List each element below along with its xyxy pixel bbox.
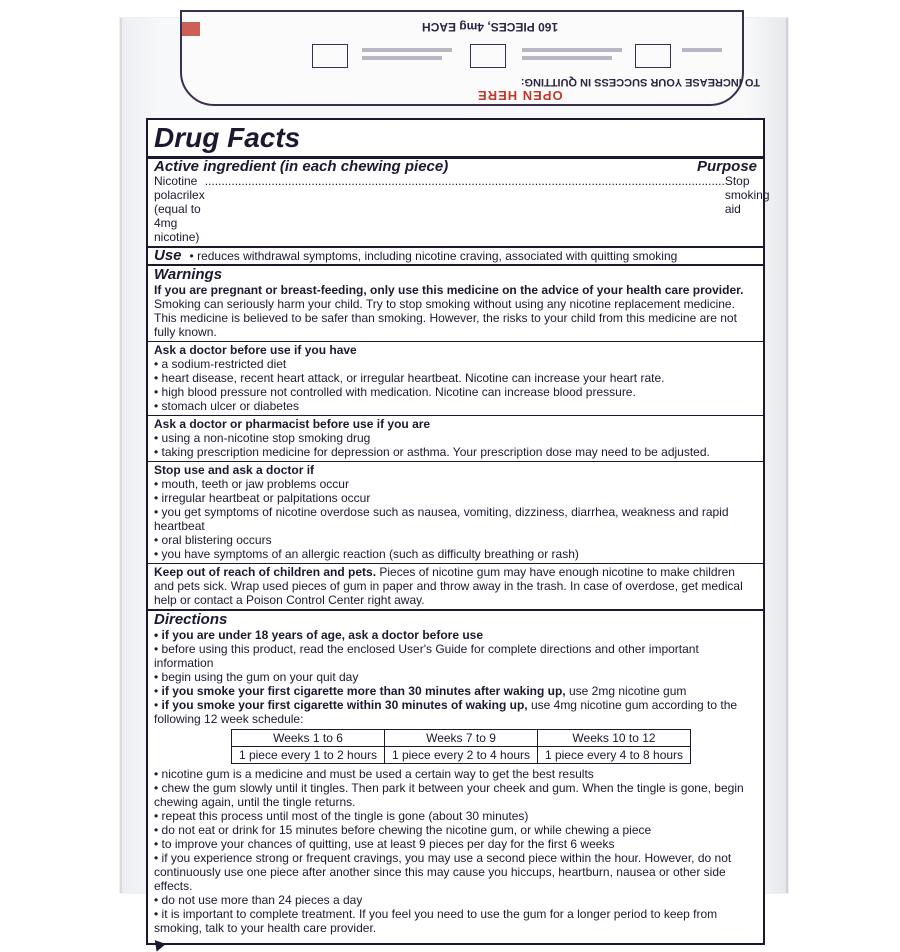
upside-text-line [362,56,442,60]
dir-text: use 2mg nicotine gum [565,684,687,698]
drug-facts-title: Drug Facts [148,120,763,159]
list-item: • stomach ulcer or diabetes [154,399,757,413]
list-item: • before using this product, read the enclosed User's Guide for complete directions and other important information [154,642,757,670]
list-item: • using a non-nicotine stop smoking drug [154,431,757,445]
list-item: • irregular heartbeat or palpitations occur [154,491,757,505]
ask-doctor-title: Ask a doctor before use if you have [154,343,357,357]
list-item: • taking prescription medicine for depression or asthma. Your prescription dose may need to be adjusted. [154,445,757,459]
barcode-graphic [470,44,506,68]
dir-bold: if you smoke your first cigarette more than 30 minutes after waking up, [161,684,566,698]
keep-out-bold: Keep out of reach of children and pets. [154,565,377,579]
table-row [232,730,691,747]
upside-text-line [362,48,452,52]
list-item: • repeat this process until most of the tingle is gone (about 30 minutes) [154,809,757,823]
ingredient-row [148,174,770,248]
table-cell: 1 piece every 4 to 8 hours [538,747,691,764]
use-section [148,248,763,266]
use-title: Use [154,247,182,264]
use-text: • reduces withdrawal symptoms, including nicotine craving, associated with quitting smoking [189,249,678,263]
barcode-graphic [635,44,671,68]
keep-out-text: Pieces of nicotine gum may have enough nicotine to make children and pets sick. Wrap used pieces of gum in paper and throw away in the trash. In case of overdose, get medical help or contact a Poison Control Center right away. [154,565,743,607]
table-cell: 1 piece every 2 to 4 hours [385,747,538,764]
ask-pharmacist-section [148,416,763,462]
table-cell: 1 piece every 1 to 2 hours [232,747,385,764]
upside-text-line [682,48,722,52]
keep-out-section [148,564,763,611]
list-item: • do not use more than 24 pieces a day [154,893,757,907]
box-top-flap [122,18,786,108]
ingredient-name: Nicotine polacrilex (equal to 4mg nicotine) [154,174,205,244]
active-ingredient-header [148,159,763,174]
directions-section [148,611,763,943]
ingredient-purpose: Stop smoking aid [724,174,770,216]
list-item: • mouth, teeth or jaw problems occur [154,477,757,491]
active-ingredient-heading: Active ingredient (in each chewing piece) [154,158,449,175]
stop-use-section [148,462,763,564]
list-item: • a sodium-restricted diet [154,357,757,371]
list-item: • if you are under 18 years of age, ask a doctor before use [154,628,757,642]
list-item: • begin using the gum on your quit day [154,670,757,684]
drug-facts-panel [146,118,770,945]
warnings-title: Warnings [154,266,223,283]
red-mark [182,22,200,36]
dir-text: use 4mg nicotine gum according to the following 12 week schedule: [154,698,738,726]
ask-pharmacist-title: Ask a doctor or pharmacist before use if you are [154,417,431,431]
pregnant-warning-text: Smoking can seriously harm your child. Try to stop smoking without using any nicotine replacement medicine. This medicine is believed to be safer than smoking. However, the risks to your child from this medicine are not fully known. [154,297,737,339]
upside-text-line [522,56,612,60]
pregnant-warning-bold: If you are pregnant or breast-feeding, only use this medicine on the advice of your health care provider. [154,283,744,297]
leader-dots: ............................................................................................................................................................ [204,174,725,188]
stop-use-title: Stop use and ask a doctor if [154,463,315,477]
dosing-schedule-table [231,729,691,764]
product-box [120,18,788,935]
list-item: • heart disease, recent heart attack, or irregular heartbeat. Nicotine can increase your heart rate. [154,371,757,385]
list-item: • it is important to complete treatment. If you feel you need to use the gum for a longer period to keep from smoking, talk to your health care provider. [154,907,757,935]
table-row [232,747,691,764]
list-item: • chew the gum slowly until it tingles. Then park it between your cheek and gum. When the tingle is gone, begin chewing again, until the tingle returns. [154,781,757,809]
dir-bold: if you smoke your first cigarette within 30 minutes of waking up, [161,698,528,712]
list-item: • nicotine gum is a medicine and must be used a certain way to get the best results [154,767,757,781]
warnings-section [148,266,763,342]
ask-doctor-section [148,342,763,416]
list-item: • oral blistering occurs [154,533,757,547]
upside-text-line [522,48,622,52]
table-cell: Weeks 7 to 9 [385,730,538,747]
list-item: • you get symptoms of nicotine overdose such as nausea, vomiting, dizziness, diarrhea, weakness and rapid heartbeat [154,505,757,533]
open-here-label: OPEN HERE [477,88,563,103]
list-item: • to improve your chances of quitting, use at least 9 pieces per day for the first 6 weeks [154,837,757,851]
list-item [154,698,757,726]
list-item: • if you experience strong or frequent cravings, you may use a second piece within the hour. However, do not continuously use one piece after another since this may cause you hiccups, heartburn, nausea or other side effects. [154,851,757,893]
table-cell: Weeks 1 to 6 [232,730,385,747]
upside-down-count: 160 PIECES, 4mg EACH [422,20,559,34]
list-item [154,684,757,698]
barcode-graphic [312,44,348,68]
directions-title: Directions [154,611,228,628]
upside-down-heading: TO INCREASE YOUR SUCCESS IN QUITTING: [520,76,760,88]
table-cell: Weeks 10 to 12 [538,730,691,747]
list-item: • you have symptoms of an allergic reaction (such as difficulty breathing or rash) [154,547,757,561]
purpose-heading: Purpose [696,158,757,175]
list-item: • high blood pressure not controlled with medication. Nicotine can increase blood pressure. [154,385,757,399]
list-item: • do not eat or drink for 15 minutes before chewing the nicotine gum, or while chewing a piece [154,823,757,837]
continue-arrow-icon [150,936,166,951]
